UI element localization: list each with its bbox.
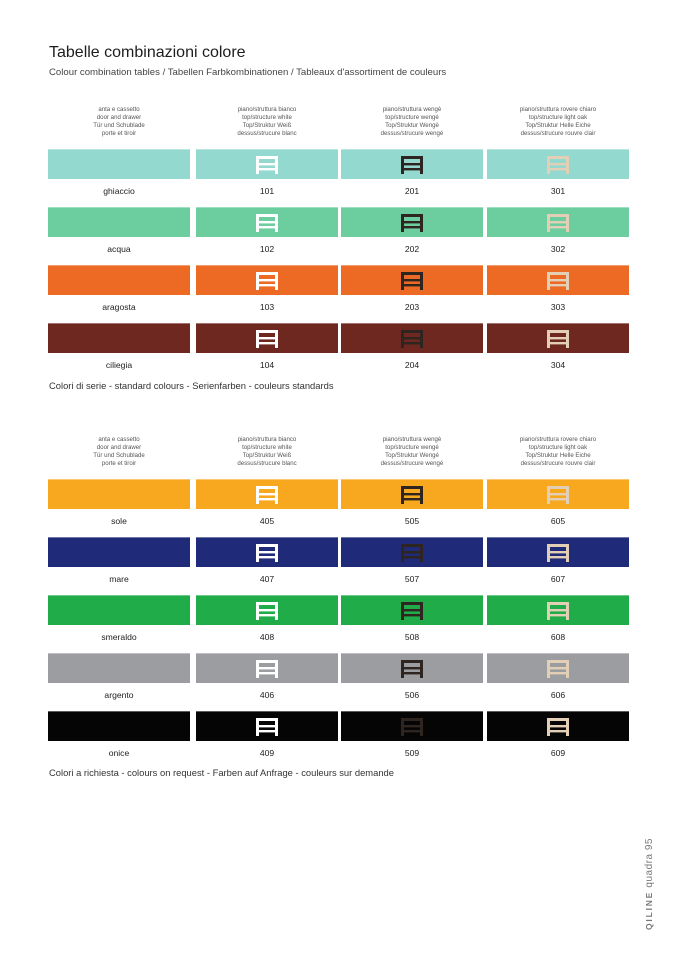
column-header <box>48 106 190 138</box>
combination-code: 405 <box>259 516 275 526</box>
column-header-line: Top/Struktur Helle Eiche <box>525 121 591 129</box>
colour-name: onice <box>108 748 130 758</box>
desk-structure-icon <box>255 717 279 737</box>
desk-structure-icon <box>400 155 424 175</box>
colour-name: ciliegia <box>105 360 133 370</box>
combination-swatch <box>487 323 629 353</box>
combination-swatch <box>341 265 483 295</box>
column-header-line: top/structure light oak <box>528 443 588 451</box>
desk-structure-icon <box>255 601 279 621</box>
desk-structure-icon <box>255 659 279 679</box>
colour-row-onice <box>48 711 630 763</box>
combination-code: 406 <box>259 690 275 700</box>
column-header-line: dessus/strucure rouvre clair <box>520 459 596 467</box>
door-colour-swatch <box>48 537 190 567</box>
combination-code: 409 <box>259 748 275 758</box>
combination-swatch <box>487 537 629 567</box>
colour-name: argento <box>104 690 134 700</box>
column-header-line: dessus/strucure blanc <box>237 459 297 467</box>
column-header-line: porte et tiroir <box>101 129 137 137</box>
catalog-page-label: quadra 95 <box>644 838 655 888</box>
column-header-line: dessus/strucure rouvre clair <box>520 129 596 137</box>
colour-name: ghiaccio <box>103 186 135 196</box>
desk-structure-icon <box>400 601 424 621</box>
column-header-line: Tür und Schublade <box>93 451 145 459</box>
combination-swatch <box>196 207 338 237</box>
combination-code: 101 <box>259 186 275 196</box>
combination-swatch <box>487 265 629 295</box>
desk-structure-icon <box>255 543 279 563</box>
desk-structure-icon <box>546 543 570 563</box>
column-header <box>196 106 338 138</box>
combination-code: 204 <box>404 360 420 370</box>
desk-structure-icon <box>255 485 279 505</box>
colour-row-ciliegia <box>48 323 630 375</box>
door-colour-swatch <box>48 653 190 683</box>
combination-swatch <box>196 265 338 295</box>
column-header <box>48 436 190 468</box>
combination-swatch <box>487 711 629 741</box>
colour-row-argento <box>48 653 630 705</box>
standard-colours-note: Colori di serie - standard colours - Serienfarben - couleurs standards <box>49 380 334 391</box>
combination-swatch <box>196 711 338 741</box>
combination-swatch <box>487 207 629 237</box>
combination-code: 302 <box>550 244 566 254</box>
desk-structure-icon <box>400 329 424 349</box>
combination-swatch <box>341 149 483 179</box>
desk-structure-icon <box>546 271 570 291</box>
desk-structure-icon <box>546 213 570 233</box>
standard-colour-table <box>48 106 630 370</box>
column-header-line: Top/Struktur Wengé <box>385 121 439 129</box>
combination-swatch <box>196 149 338 179</box>
column-header-line: top/structure wengé <box>385 443 439 451</box>
colour-name: aragosta <box>102 302 136 312</box>
column-header-line: piano/struttura rovere chiaro <box>519 436 597 443</box>
column-header-line: Top/Struktur Weiß <box>242 451 292 459</box>
combination-swatch <box>487 653 629 683</box>
combination-swatch <box>341 711 483 741</box>
desk-structure-icon <box>546 485 570 505</box>
column-header-line: piano/struttura wengè <box>382 106 442 113</box>
column-header-line: dessus/strucure wengé <box>380 129 444 137</box>
desk-structure-icon <box>400 213 424 233</box>
column-header <box>341 106 483 138</box>
combination-swatch <box>341 479 483 509</box>
combination-swatch <box>196 595 338 625</box>
combination-code: 201 <box>404 186 420 196</box>
column-header-line: Tür und Schublade <box>93 121 145 129</box>
column-header-row <box>48 436 630 472</box>
combination-code: 607 <box>550 574 566 584</box>
colour-row-mare <box>48 537 630 589</box>
combination-code: 103 <box>259 302 275 312</box>
combination-code: 303 <box>550 302 566 312</box>
column-header-line: Top/Struktur Wengé <box>385 451 439 459</box>
combination-swatch <box>341 207 483 237</box>
combination-swatch <box>341 653 483 683</box>
column-header-line: door and drawer <box>96 113 142 121</box>
column-header-line: dessus/strucure blanc <box>237 129 297 137</box>
desk-structure-icon <box>546 329 570 349</box>
door-colour-swatch <box>48 265 190 295</box>
combination-swatch <box>196 653 338 683</box>
combination-code: 605 <box>550 516 566 526</box>
desk-structure-icon <box>255 155 279 175</box>
request-colours-note: Colori a richiesta - colours on request - Farben auf Anfrage - couleurs sur demande <box>49 767 394 778</box>
colour-row-acqua <box>48 207 630 259</box>
column-header-line: dessus/strucure wengé <box>380 459 444 467</box>
colour-name: smeraldo <box>101 632 137 642</box>
combination-code: 609 <box>550 748 566 758</box>
column-header-line: piano/struttura bianco <box>237 436 297 443</box>
combination-code: 407 <box>259 574 275 584</box>
column-header-line: anta e cassetto <box>98 106 140 113</box>
request-colour-table <box>48 436 630 758</box>
desk-structure-icon <box>546 717 570 737</box>
column-header-row <box>48 106 630 142</box>
door-colour-swatch <box>48 595 190 625</box>
desk-structure-icon <box>400 271 424 291</box>
column-header-line: door and drawer <box>96 443 142 451</box>
colour-name: sole <box>111 516 127 526</box>
combination-swatch <box>487 479 629 509</box>
desk-structure-icon <box>546 601 570 621</box>
combination-swatch <box>341 537 483 567</box>
door-colour-swatch <box>48 323 190 353</box>
desk-structure-icon <box>400 543 424 563</box>
column-header <box>487 436 629 468</box>
colour-row-ghiaccio <box>48 149 630 201</box>
colour-name: acqua <box>107 244 131 254</box>
combination-code: 507 <box>404 574 420 584</box>
door-colour-swatch <box>48 149 190 179</box>
desk-structure-icon <box>255 213 279 233</box>
combination-code: 606 <box>550 690 566 700</box>
desk-structure-icon <box>255 329 279 349</box>
column-header-line: top/structure wengé <box>385 113 439 121</box>
door-colour-swatch <box>48 207 190 237</box>
combination-code: 102 <box>259 244 275 254</box>
combination-code: 202 <box>404 244 420 254</box>
column-header-line: piano/struttura bianco <box>237 106 297 113</box>
desk-structure-icon <box>546 659 570 679</box>
combination-swatch <box>487 149 629 179</box>
colour-row-aragosta <box>48 265 630 317</box>
combination-code: 104 <box>259 360 275 370</box>
combination-code: 608 <box>550 632 566 642</box>
desk-structure-icon <box>255 271 279 291</box>
combination-swatch <box>487 595 629 625</box>
column-header-line: Top/Struktur Weiß <box>242 121 292 129</box>
colour-row-sole <box>48 479 630 531</box>
brand-logo-text: QILINE <box>644 890 654 930</box>
combination-code: 506 <box>404 690 420 700</box>
combination-swatch <box>341 323 483 353</box>
combination-swatch <box>341 595 483 625</box>
page-subtitle: Colour combination tables / Tabellen Farbkombinationen / Tableaux d'assortiment de couleurs <box>49 67 447 78</box>
column-header <box>487 106 629 138</box>
door-colour-swatch <box>48 479 190 509</box>
combination-code: 408 <box>259 632 275 642</box>
side-footer <box>644 838 655 930</box>
combination-code: 304 <box>550 360 566 370</box>
column-header-line: anta e cassetto <box>98 436 140 443</box>
combination-swatch <box>196 323 338 353</box>
combination-code: 505 <box>404 516 420 526</box>
colour-row-smeraldo <box>48 595 630 647</box>
column-header-line: piano/struttura wengè <box>382 436 442 443</box>
combination-code: 509 <box>404 748 420 758</box>
column-header <box>341 436 483 468</box>
combination-swatch <box>196 537 338 567</box>
desk-structure-icon <box>546 155 570 175</box>
combination-code: 301 <box>550 186 566 196</box>
page-title: Tabelle combinazioni colore <box>49 44 246 61</box>
combination-swatch <box>196 479 338 509</box>
column-header-line: top/structure white <box>242 113 292 121</box>
column-header-line: porte et tiroir <box>101 459 137 467</box>
door-colour-swatch <box>48 711 190 741</box>
column-header-line: top/structure white <box>242 443 292 451</box>
column-header-line: piano/struttura rovere chiaro <box>519 106 597 113</box>
colour-name: mare <box>109 574 129 584</box>
combination-code: 508 <box>404 632 420 642</box>
desk-structure-icon <box>400 485 424 505</box>
combination-code: 203 <box>404 302 420 312</box>
desk-structure-icon <box>400 659 424 679</box>
column-header <box>196 436 338 468</box>
column-header-line: top/structure light oak <box>528 113 588 121</box>
column-header-line: Top/Struktur Helle Eiche <box>525 451 591 459</box>
desk-structure-icon <box>400 717 424 737</box>
